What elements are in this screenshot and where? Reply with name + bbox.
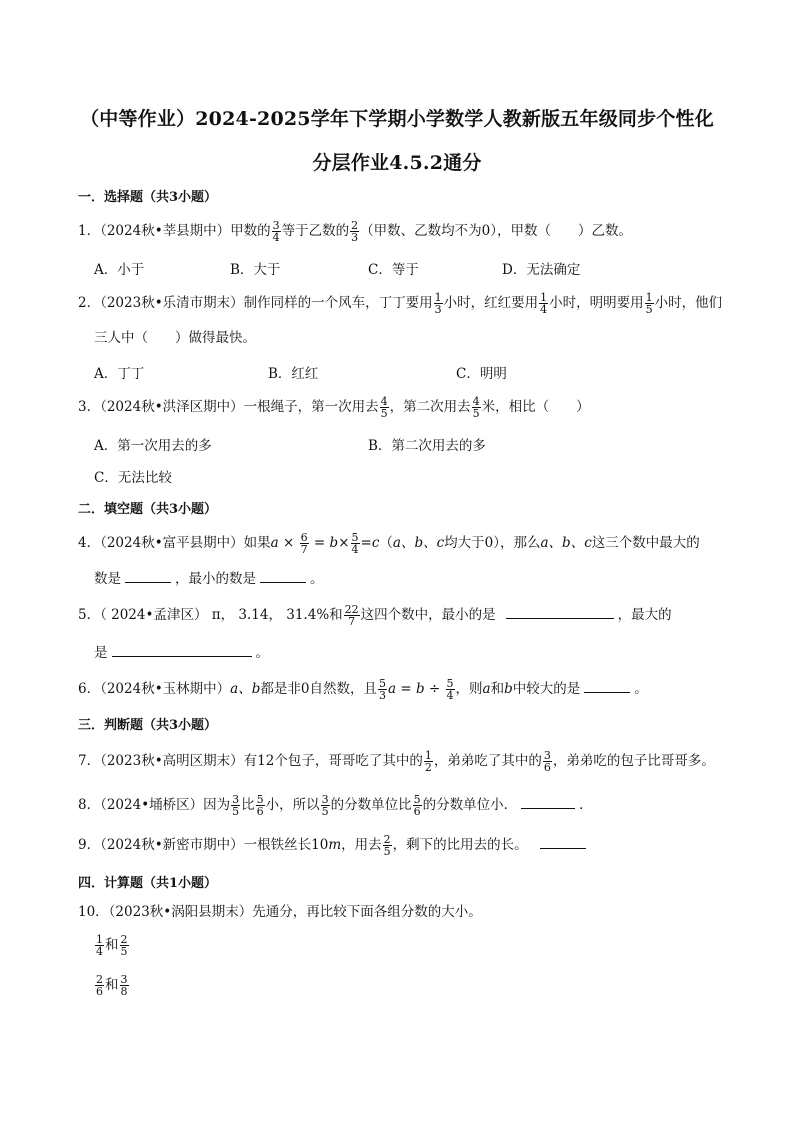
option-b: B．大于: [230, 262, 281, 278]
section-heading-fill: 二．填空题（共3小题）: [78, 502, 218, 517]
fraction: $\frac{3}{6}$: [543, 749, 551, 774]
question-9: 9．（2024秋•新密市期中）一根铁丝长10m，用去 $\frac{2}{5}$ ，剩下的比用去的长。: [78, 834, 590, 857]
fraction: $\frac{5}{4}$: [446, 677, 454, 702]
fraction: $\frac{2}{3}$: [351, 219, 359, 244]
fraction: $\frac{1}{5}$: [645, 291, 653, 316]
answer-blank[interactable]: [125, 568, 171, 583]
answer-blank[interactable]: [584, 678, 630, 693]
section-heading-choice: 一．选择题（共3小题）: [78, 190, 218, 205]
section-heading-calc: 四．计算题（共1小题）: [78, 876, 218, 891]
option-c: C．明明: [456, 366, 507, 382]
option-d: D．无法确定: [502, 262, 581, 278]
fraction: $\frac{3}{8}$: [120, 973, 128, 998]
fraction: $\frac{3}{5}$: [321, 793, 329, 818]
option-c: C．无法比较: [94, 470, 172, 486]
page-title-line2: 分层作业4.5.2通分: [312, 152, 482, 174]
fraction: $\frac{2}{5}$: [120, 933, 128, 958]
question-10: 10．（2023秋•涡阳县期末）先通分，再比较下面各组分数的大小。: [78, 904, 482, 920]
section-heading-judge: 三．判断题（共3小题）: [78, 718, 218, 733]
option-a: A．第一次用去的多: [94, 438, 212, 454]
fraction: $\frac{5}{4}$: [351, 531, 359, 556]
question-5-cont: 是 。: [94, 642, 269, 663]
fraction-group-1: $\frac{1}{4}$ 和 $\frac{2}{5}$: [96, 933, 128, 958]
question-6: 6．（2024秋•玉林期中）a、b都是非0自然数，且 $\frac{5}{3}$ a = b ÷ $\frac{5}{4}$ ，则a和b中较大的是 。: [78, 677, 648, 702]
fraction: $\frac{4}{5}$: [380, 395, 388, 420]
answer-blank[interactable]: [521, 794, 575, 809]
fraction: $\frac{1}{4}$: [540, 291, 548, 316]
question-3: 3．（2024秋•洪泽区期中）一根绳子，第一次用去 $\frac{4}{5}$ ，第二次用去 $\frac{4}{5}$ 米，相比（ ）: [78, 395, 590, 420]
fraction: $\frac{1}{3}$: [434, 291, 442, 316]
answer-blank[interactable]: [540, 834, 586, 849]
fraction: $\frac{5}{6}$: [413, 793, 421, 818]
answer-blank[interactable]: [112, 642, 252, 657]
option-b: B．红红: [268, 366, 319, 382]
fraction: $\frac{2}{5}$: [383, 833, 391, 858]
fraction: $\frac{1}{4}$: [96, 933, 103, 958]
question-2-cont: 三人中（ ）做得最快。: [94, 330, 256, 346]
fraction: $\frac{3}{4}$: [272, 219, 280, 244]
question-7: 7．（2023秋•高明区期末）有12个包子，哥哥吃了其中的 $\frac{1}{2}$ ，弟弟吃了其中的 $\frac{3}{6}$ ，弟弟吃的包子比哥哥多。: [78, 749, 715, 774]
fraction: $\frac{4}{5}$: [472, 395, 480, 420]
question-5: 5．（ 2024•孟津区） π， 3.14， 31.4%和 $\frac{22}{7}$ 这四个数中，最小的是 ，最大的: [78, 603, 672, 628]
option-a: A．小于: [94, 262, 145, 278]
question-4: 4．（2024秋•富平县期中）如果a × $\frac{6}{7}$ = b× $\frac{5}{4}$ =c（a、b、c均大于0），那么a、b、c这三个数中最大的: [78, 531, 700, 556]
page-title-line1: （中等作业）2024-2025学年下学期小学数学人教新版五年级同步个性化: [80, 108, 714, 130]
fraction: $\frac{3}{5}$: [232, 793, 240, 818]
option-b: B．第二次用去的多: [368, 438, 486, 454]
question-2: 2．（2023秋•乐清市期末）制作同样的一个风车，丁丁要用 $\frac{1}{3}$ 小时，红红要用 $\frac{1}{4}$ 小时，明明要用 $\frac{1}{5}$ 小时，他们: [78, 291, 723, 316]
answer-blank[interactable]: [260, 568, 306, 583]
answer-blank[interactable]: [506, 604, 614, 619]
fraction: $\frac{22}{7}$: [344, 603, 359, 628]
fraction-group-2: $\frac{2}{6}$ 和 $\frac{3}{8}$: [96, 973, 128, 998]
fraction: $\frac{6}{7}$: [300, 531, 308, 556]
fraction: $\frac{2}{6}$: [96, 973, 103, 998]
question-8: 8．（2024•埇桥区）因为 $\frac{3}{5}$ 比 $\frac{5}{6}$ 小，所以 $\frac{3}{5}$ 的分数单位比 $\frac{5}{6}$ 的分数单位小． ．: [78, 793, 593, 818]
fraction: $\frac{5}{3}$: [378, 677, 386, 702]
option-c: C．等于: [368, 262, 419, 278]
question-1: 1．（2024秋•莘县期中）甲数的 $\frac{3}{4}$ 等于乙数的 $\frac{2}{3}$ （甲数、乙数均不为0），甲数（ ）乙数。: [78, 219, 633, 244]
fraction: $\frac{1}{2}$: [424, 749, 432, 774]
question-4-cont: 数是 ，最小的数是 。: [94, 568, 324, 589]
fraction: $\frac{5}{6}$: [256, 793, 264, 818]
option-a: A．丁丁: [94, 366, 145, 382]
